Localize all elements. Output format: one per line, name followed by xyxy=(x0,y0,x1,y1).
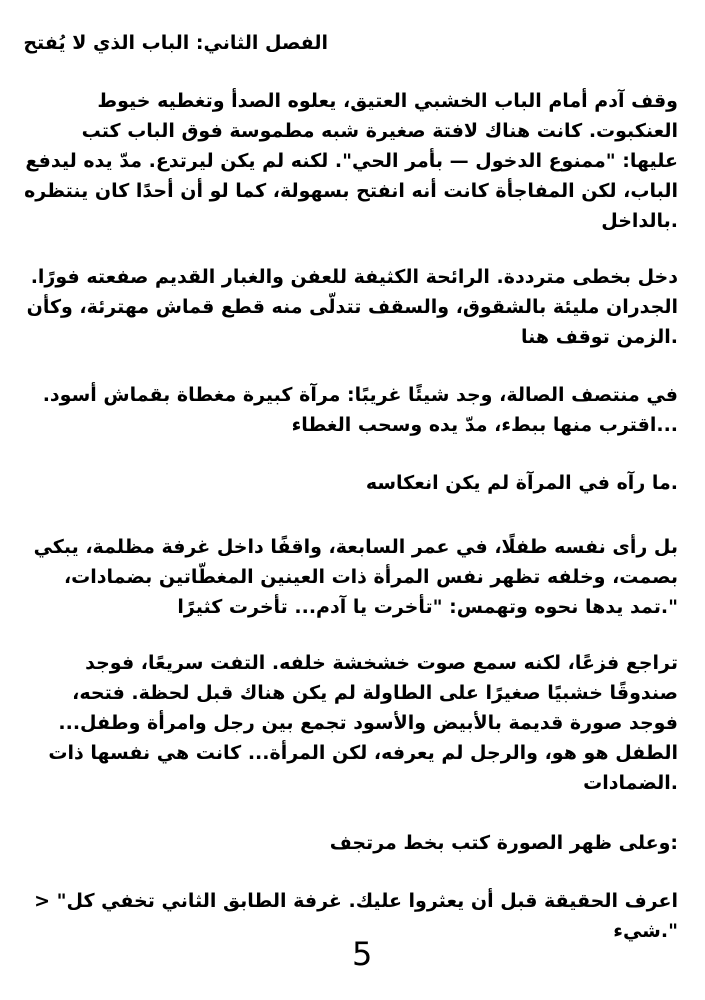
paragraph-7-line-1: :وعلى ظهر الصورة كتب بخط مرتجف xyxy=(329,832,678,854)
paragraph-6-line-5: .الضمادات xyxy=(583,772,678,794)
paragraph-8-line-2: ".شيء xyxy=(613,920,678,942)
paragraph-4-line-1: .ما رآه في المرآة لم يكن انعكاسه xyxy=(365,472,678,494)
paragraph-5-line-2: بصمت، وخلفه تظهر نفس المرأة ذات العينين المغطّاتين بضمادات، xyxy=(63,566,678,588)
page-number: 5 xyxy=(352,935,373,973)
paragraph-2-line-2: الجدران مليئة بالشقوق، والسقف تتدلّى منه قطع قماش مهترئة، وكأن xyxy=(26,296,678,318)
paragraph-1-line-2: العنكبوت. كانت هناك لافتة صغيرة شبه مطموسة فوق الباب كتب xyxy=(81,120,678,142)
paragraph-1-line-5: .بالداخل xyxy=(601,210,678,232)
paragraph-6-line-3: فوجد صورة قديمة بالأبيض والأسود تجمع بين رجل وامرأة وطفل... xyxy=(58,712,678,734)
paragraph-8-line-1: اعرف الحقيقة قبل أن يعثروا عليك. غرفة الطابق الثاني تخفي كل" < xyxy=(34,890,678,912)
paragraph-5-line-1: بل رأى نفسه طفلًا، في عمر السابعة، واقفًا داخل غرفة مظلمة، يبكي xyxy=(33,536,678,558)
paragraph-6-line-1: تراجع فزعًا، لكنه سمع صوت خشخشة خلفه. التفت سريعًا، فوجد xyxy=(85,652,678,674)
paragraph-3-line-2: ...اقترب منها ببطء، مدّ يده وسحب الغطاء xyxy=(291,414,678,436)
paragraph-1-line-1: وقف آدم أمام الباب الخشبي العتيق، يعلوه الصدأ وتغطيه خيوط xyxy=(97,90,678,112)
paragraph-6-line-2: صندوقًا خشبيًا صغيرًا على الطاولة لم يكن هناك قبل لحظة. فتحه، xyxy=(72,682,678,704)
paragraph-2-line-3: .الزمن توقف هنا xyxy=(521,326,678,348)
paragraph-5-line-3: ".تمد يدها نحوه وتهمس: "تأخرت يا آدم... تأخرت كثيرًا xyxy=(177,596,678,618)
paragraph-2-line-1: دخل بخطى مترددة. الرائحة الكثيفة للعفن والغبار القديم صفعته فورًا. xyxy=(30,266,678,288)
paragraph-1-line-3: عليها: "ممنوع الدخول — بأمر الحي". لكنه لم يكن ليرتدع. مدّ يده ليدفع xyxy=(25,150,678,172)
paragraph-6-line-4: الطفل هو هو، والرجل لم يعرفه، لكن المرأة... كانت هي نفسها ذات xyxy=(48,742,678,764)
chapter-title: الفصل الثاني: الباب الذي لا يُفتح xyxy=(23,32,328,54)
paragraph-3-line-1: في منتصف الصالة، وجد شيئًا غريبًا: مرآة كبيرة مغطاة بقماش أسود. xyxy=(42,384,678,406)
paragraph-1-line-4: الباب، لكن المفاجأة كانت أنه انفتح بسهولة، كما لو أن أحدًا كان ينتظره xyxy=(24,180,678,202)
